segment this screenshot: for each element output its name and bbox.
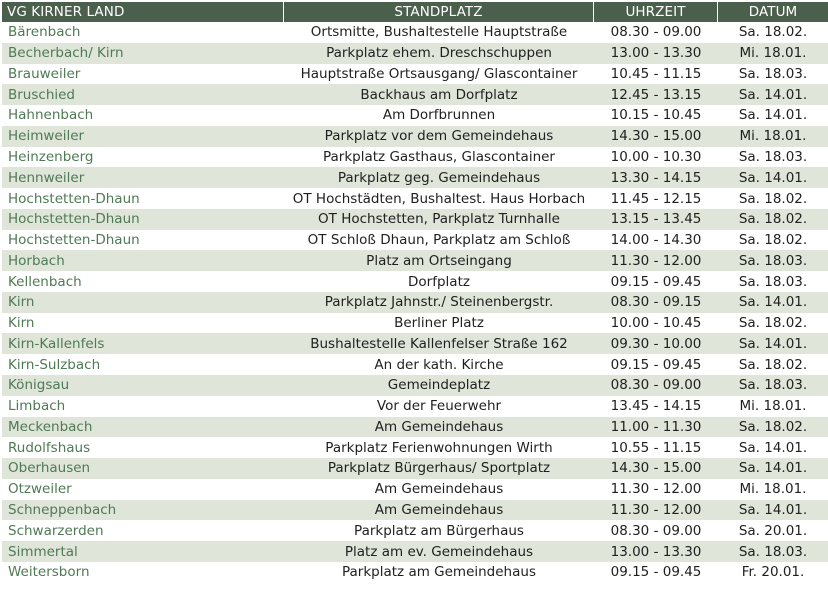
- location-cell: Berliner Platz: [284, 313, 594, 334]
- place-cell: Hochstetten-Dhaun: [2, 209, 284, 230]
- place-cell: Kirn: [2, 292, 284, 313]
- date-cell: Mi. 18.01.: [718, 43, 828, 64]
- place-cell: Otzweiler: [2, 479, 284, 500]
- table-row: [2, 396, 828, 417]
- table-row: [2, 167, 828, 188]
- place-cell: Kirn-Kallenfels: [2, 333, 284, 354]
- date-cell: Sa. 18.03.: [718, 147, 828, 168]
- date-cell: Mi. 18.01.: [718, 396, 828, 417]
- place-cell: Weitersborn: [2, 562, 284, 583]
- place-cell: Kirn-Sulzbach: [2, 354, 284, 375]
- location-cell: Parkplatz Bürgerhaus/ Sportplatz: [284, 458, 594, 479]
- location-cell: Am Gemeindehaus: [284, 500, 594, 521]
- date-cell: Sa. 14.01.: [718, 167, 828, 188]
- table-row: [2, 147, 828, 168]
- time-cell: 14.30 - 15.00: [594, 126, 718, 147]
- table-row: [2, 43, 828, 64]
- time-cell: 10.45 - 11.15: [594, 64, 718, 85]
- location-cell: Parkplatz ehem. Dreschschuppen: [284, 43, 594, 64]
- time-cell: 08.30 - 09.00: [594, 22, 718, 43]
- table-row: [2, 105, 828, 126]
- table-row: [2, 479, 828, 500]
- table-row: [2, 520, 828, 541]
- date-cell: Sa. 14.01.: [718, 458, 828, 479]
- place-cell: Limbach: [2, 396, 284, 417]
- location-cell: Hauptstraße Ortsausgang/ Glascontainer: [284, 64, 594, 85]
- place-cell: Kellenbach: [2, 271, 284, 292]
- date-cell: Sa. 14.01.: [718, 105, 828, 126]
- location-cell: Parkplatz Ferienwohnungen Wirth: [284, 437, 594, 458]
- place-cell: Schwarzerden: [2, 520, 284, 541]
- date-cell: Sa. 14.01.: [718, 437, 828, 458]
- location-cell: Parkplatz Jahnstr./ Steinenbergstr.: [284, 292, 594, 313]
- time-cell: 09.15 - 09.45: [594, 271, 718, 292]
- place-cell: Hennweiler: [2, 167, 284, 188]
- table-row: [2, 84, 828, 105]
- time-cell: 08.30 - 09.15: [594, 292, 718, 313]
- time-cell: 10.15 - 10.45: [594, 105, 718, 126]
- date-cell: Sa. 18.02.: [718, 209, 828, 230]
- location-cell: Parkplatz geg. Gemeindehaus: [284, 167, 594, 188]
- location-cell: An der kath. Kirche: [284, 354, 594, 375]
- table-row: [2, 562, 828, 583]
- table-row: [2, 250, 828, 271]
- location-cell: Vor der Feuerwehr: [284, 396, 594, 417]
- time-cell: 13.45 - 14.15: [594, 396, 718, 417]
- table-row: [2, 313, 828, 334]
- place-cell: Simmertal: [2, 541, 284, 562]
- date-cell: Mi. 18.01.: [718, 479, 828, 500]
- schedule-table-container: [2, 2, 828, 583]
- table-row: [2, 500, 828, 521]
- location-cell: OT Hochstädten, Bushaltest. Haus Horbach: [284, 188, 594, 209]
- place-cell: Hochstetten-Dhaun: [2, 188, 284, 209]
- place-cell: Brauweiler: [2, 64, 284, 85]
- location-cell: Parkplatz vor dem Gemeindehaus: [284, 126, 594, 147]
- date-cell: Sa. 18.03.: [718, 250, 828, 271]
- place-cell: Königsau: [2, 375, 284, 396]
- place-cell: Rudolfshaus: [2, 437, 284, 458]
- date-cell: Sa. 18.02.: [718, 188, 828, 209]
- place-cell: Heimweiler: [2, 126, 284, 147]
- time-cell: 13.15 - 13.45: [594, 209, 718, 230]
- place-cell: Kirn: [2, 313, 284, 334]
- time-cell: 12.45 - 13.15: [594, 84, 718, 105]
- date-cell: Sa. 18.03.: [718, 271, 828, 292]
- place-cell: Oberhausen: [2, 458, 284, 479]
- table-row: [2, 541, 828, 562]
- table-row: [2, 188, 828, 209]
- date-cell: Sa. 14.01.: [718, 500, 828, 521]
- table-header-row: [2, 2, 828, 22]
- location-cell: Am Gemeindehaus: [284, 479, 594, 500]
- location-cell: Am Gemeindehaus: [284, 417, 594, 438]
- place-cell: Hochstetten-Dhaun: [2, 230, 284, 251]
- time-cell: 08.30 - 09.00: [594, 520, 718, 541]
- location-cell: Am Dorfbrunnen: [284, 105, 594, 126]
- time-cell: 13.30 - 14.15: [594, 167, 718, 188]
- table-row: [2, 22, 828, 43]
- time-cell: 09.15 - 09.45: [594, 354, 718, 375]
- time-cell: 11.30 - 12.00: [594, 500, 718, 521]
- time-cell: 14.00 - 14.30: [594, 230, 718, 251]
- table-row: [2, 354, 828, 375]
- location-cell: Platz am Ortseingang: [284, 250, 594, 271]
- place-cell: Hahnenbach: [2, 105, 284, 126]
- place-cell: Meckenbach: [2, 417, 284, 438]
- table-row: [2, 271, 828, 292]
- date-cell: Sa. 18.02.: [718, 354, 828, 375]
- time-cell: 10.00 - 10.45: [594, 313, 718, 334]
- date-cell: Sa. 18.02.: [718, 417, 828, 438]
- date-cell: Sa. 18.02.: [718, 22, 828, 43]
- date-cell: Sa. 18.03.: [718, 64, 828, 85]
- date-cell: Sa. 14.01.: [718, 84, 828, 105]
- schedule-table: [2, 2, 828, 583]
- location-cell: Parkplatz Gasthaus, Glascontainer: [284, 147, 594, 168]
- table-row: [2, 333, 828, 354]
- date-cell: Sa. 18.03.: [718, 541, 828, 562]
- place-cell: Heinzenberg: [2, 147, 284, 168]
- time-cell: 13.00 - 13.30: [594, 541, 718, 562]
- location-cell: Gemeindeplatz: [284, 375, 594, 396]
- location-cell: Ortsmitte, Bushaltestelle Hauptstraße: [284, 22, 594, 43]
- time-cell: 10.00 - 10.30: [594, 147, 718, 168]
- location-cell: Bushaltestelle Kallenfelser Straße 162: [284, 333, 594, 354]
- table-row: [2, 126, 828, 147]
- place-cell: Becherbach/ Kirn: [2, 43, 284, 64]
- table-row: [2, 375, 828, 396]
- time-cell: 11.45 - 12.15: [594, 188, 718, 209]
- time-cell: 13.00 - 13.30: [594, 43, 718, 64]
- date-cell: Sa. 14.01.: [718, 292, 828, 313]
- location-cell: Parkplatz am Bürgerhaus: [284, 520, 594, 541]
- time-cell: 09.30 - 10.00: [594, 333, 718, 354]
- header-location: STANDPLATZ: [284, 2, 594, 22]
- location-cell: Dorfplatz: [284, 271, 594, 292]
- place-cell: Schneppenbach: [2, 500, 284, 521]
- date-cell: Sa. 18.02.: [718, 230, 828, 251]
- place-cell: Bärenbach: [2, 22, 284, 43]
- table-row: [2, 209, 828, 230]
- time-cell: 08.30 - 09.00: [594, 375, 718, 396]
- date-cell: Sa. 18.02.: [718, 313, 828, 334]
- date-cell: Mi. 18.01.: [718, 126, 828, 147]
- place-cell: Bruschied: [2, 84, 284, 105]
- time-cell: 10.55 - 11.15: [594, 437, 718, 458]
- table-row: [2, 292, 828, 313]
- header-time: UHRZEIT: [594, 2, 718, 22]
- date-cell: Sa. 20.01.: [718, 520, 828, 541]
- time-cell: 11.30 - 12.00: [594, 479, 718, 500]
- header-date: DATUM: [718, 2, 828, 22]
- table-row: [2, 230, 828, 251]
- table-row: [2, 458, 828, 479]
- time-cell: 14.30 - 15.00: [594, 458, 718, 479]
- location-cell: Parkplatz am Gemeindehaus: [284, 562, 594, 583]
- location-cell: OT Schloß Dhaun, Parkplatz am Schloß: [284, 230, 594, 251]
- time-cell: 09.15 - 09.45: [594, 562, 718, 583]
- date-cell: Sa. 14.01.: [718, 333, 828, 354]
- table-row: [2, 64, 828, 85]
- location-cell: Backhaus am Dorfplatz: [284, 84, 594, 105]
- place-cell: Horbach: [2, 250, 284, 271]
- table-row: [2, 437, 828, 458]
- date-cell: Fr. 20.01.: [718, 562, 828, 583]
- time-cell: 11.00 - 11.30: [594, 417, 718, 438]
- date-cell: Sa. 18.03.: [718, 375, 828, 396]
- location-cell: OT Hochstetten, Parkplatz Turnhalle: [284, 209, 594, 230]
- time-cell: 11.30 - 12.00: [594, 250, 718, 271]
- location-cell: Platz am ev. Gemeindehaus: [284, 541, 594, 562]
- table-row: [2, 417, 828, 438]
- header-place: VG KIRNER LAND: [2, 2, 284, 22]
